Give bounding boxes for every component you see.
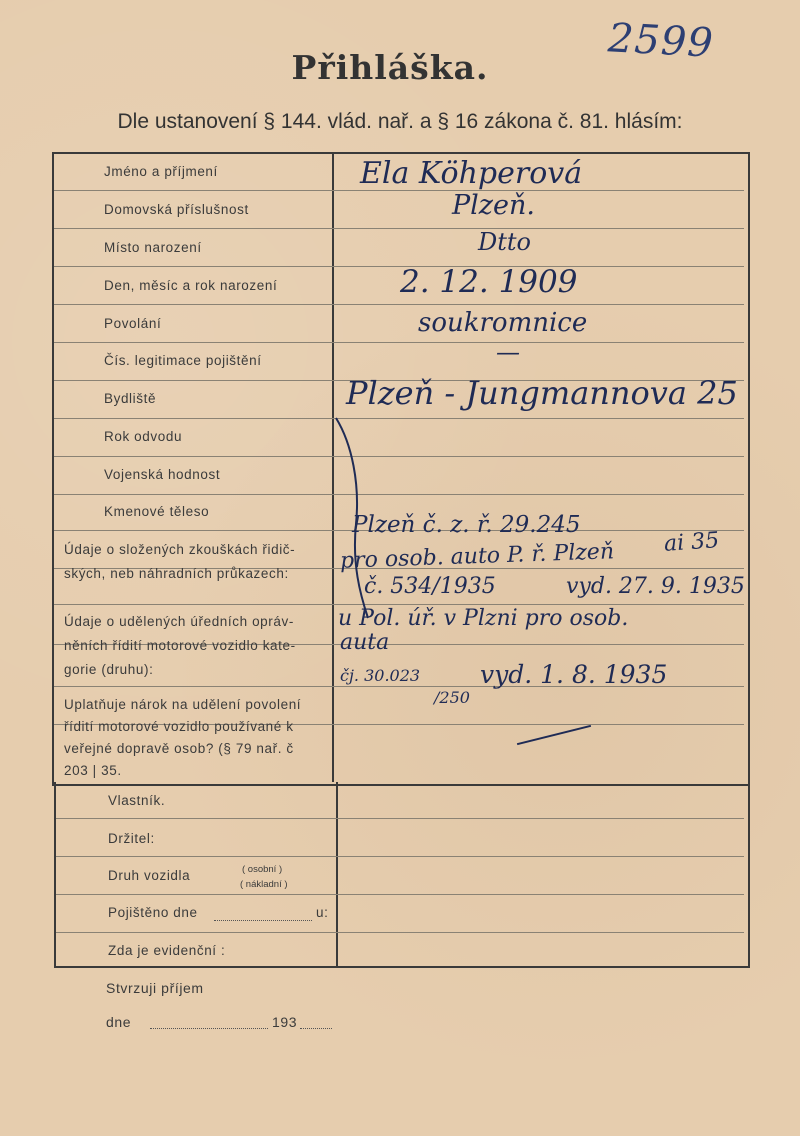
value-occupation: soukromnice bbox=[418, 308, 588, 338]
claim-label-line: řídití motorové vozidlo používané k bbox=[64, 719, 294, 734]
field-label-conscription-year: Rok odvodu bbox=[104, 429, 183, 444]
field-label-unit: Kmenové těleso bbox=[104, 504, 210, 519]
row-divider bbox=[54, 304, 744, 305]
vehicle-type-option: ( osobní ) bbox=[242, 864, 283, 875]
field-label-name: Jméno a příjmení bbox=[104, 164, 218, 179]
note-line: Plzeň č. z. ř. 29.245 bbox=[352, 512, 581, 538]
permits-label-line: gorie (druhu): bbox=[64, 662, 154, 677]
row-divider bbox=[54, 266, 744, 267]
field-label-insurance-id: Čís. legitimace pojištění bbox=[104, 353, 262, 368]
vehicle-registered-label: Zda je evidenční : bbox=[108, 943, 226, 958]
note-line: ai 35 bbox=[663, 528, 720, 557]
vehicle-insured-suffix: u: bbox=[316, 905, 329, 920]
note-line: č. 534/1935 bbox=[364, 574, 496, 599]
exams-label-line: Údaje o složených zkouškách řidič- bbox=[64, 542, 296, 557]
row-divider bbox=[54, 604, 744, 605]
field-label-permits bbox=[64, 610, 296, 682]
insured-date-line bbox=[214, 919, 312, 921]
receipt-date-line bbox=[150, 1027, 268, 1029]
claim-label-line: veřejné dopravě osob? (§ 79 nař. č bbox=[64, 741, 294, 756]
note-line: čj. 30.023 bbox=[340, 666, 421, 685]
field-label-domicile: Domovská příslušnost bbox=[104, 202, 249, 217]
field-label-occupation: Povolání bbox=[104, 316, 162, 331]
field-label-public-transport-claim bbox=[64, 694, 301, 782]
row-divider bbox=[54, 418, 744, 419]
value-name: Ela Köhperová bbox=[360, 156, 583, 191]
document-number: 2599 bbox=[606, 15, 715, 67]
receipt-confirm-label: Stvrzuji příjem bbox=[106, 980, 204, 996]
note-line: vyd. 1. 8. 1935 bbox=[480, 660, 668, 689]
receipt-year-line bbox=[300, 1027, 332, 1029]
row-divider bbox=[56, 856, 744, 857]
value-residence: Plzeň - Jungmannova 25 bbox=[346, 374, 738, 412]
receipt-year-label: 193 bbox=[272, 1014, 298, 1030]
vehicle-owner-label: Vlastník. bbox=[108, 793, 166, 808]
value-domicile: Plzeň. bbox=[452, 190, 535, 221]
form-title: Přihláška. bbox=[291, 48, 489, 87]
vehicle-type-option: ( nákladní ) bbox=[240, 879, 288, 890]
field-label-birthplace: Místo narození bbox=[104, 240, 202, 255]
value-insurance-id: — bbox=[496, 338, 520, 366]
vehicle-column-divider bbox=[336, 782, 338, 968]
row-divider bbox=[56, 894, 744, 895]
row-divider bbox=[54, 342, 744, 343]
note-line: auta bbox=[340, 630, 390, 655]
vehicle-insured-label: Pojištěno dne bbox=[108, 905, 198, 920]
field-label-residence: Bydliště bbox=[104, 391, 157, 406]
row-divider bbox=[56, 818, 744, 819]
form-subtitle: Dle ustanovení § 144. vlád. nař. a § 16 zákona č. 81. hlásím: bbox=[117, 110, 683, 133]
row-divider bbox=[54, 456, 744, 457]
vehicle-type-label: Druh vozidla bbox=[108, 868, 191, 883]
vehicle-holder-label: Držitel: bbox=[108, 831, 155, 846]
field-label-birthdate: Den, měsíc a rok narození bbox=[104, 278, 278, 293]
note-line: u Pol. úř. v Plzni pro osob. bbox=[338, 606, 629, 631]
note-line: /250 bbox=[434, 688, 470, 707]
claim-label-line: Uplatňuje nárok na udělení povolení bbox=[64, 697, 302, 712]
row-divider bbox=[56, 932, 744, 933]
row-divider bbox=[54, 228, 744, 229]
permits-label-line: Údaje o udělených úředních opráv- bbox=[64, 614, 294, 629]
value-birthdate: 2. 12. 1909 bbox=[400, 264, 578, 300]
row-divider bbox=[54, 494, 744, 495]
note-line: pro osob. auto P. ř. Plzeň bbox=[339, 539, 615, 574]
receipt-date-label: dne bbox=[106, 1014, 132, 1030]
note-line: vyd. 27. 9. 1935 bbox=[566, 574, 745, 599]
permits-label-line: něních řídití motorové vozidlo kate- bbox=[64, 638, 296, 653]
claim-label-line: 203 | 35. bbox=[64, 763, 122, 778]
field-label-military-rank: Vojenská hodnost bbox=[104, 467, 221, 482]
field-label-exams bbox=[64, 538, 295, 586]
value-birthplace: Dtto bbox=[478, 228, 531, 256]
exams-label-line: ských, neb náhradních průkazech: bbox=[64, 566, 289, 581]
